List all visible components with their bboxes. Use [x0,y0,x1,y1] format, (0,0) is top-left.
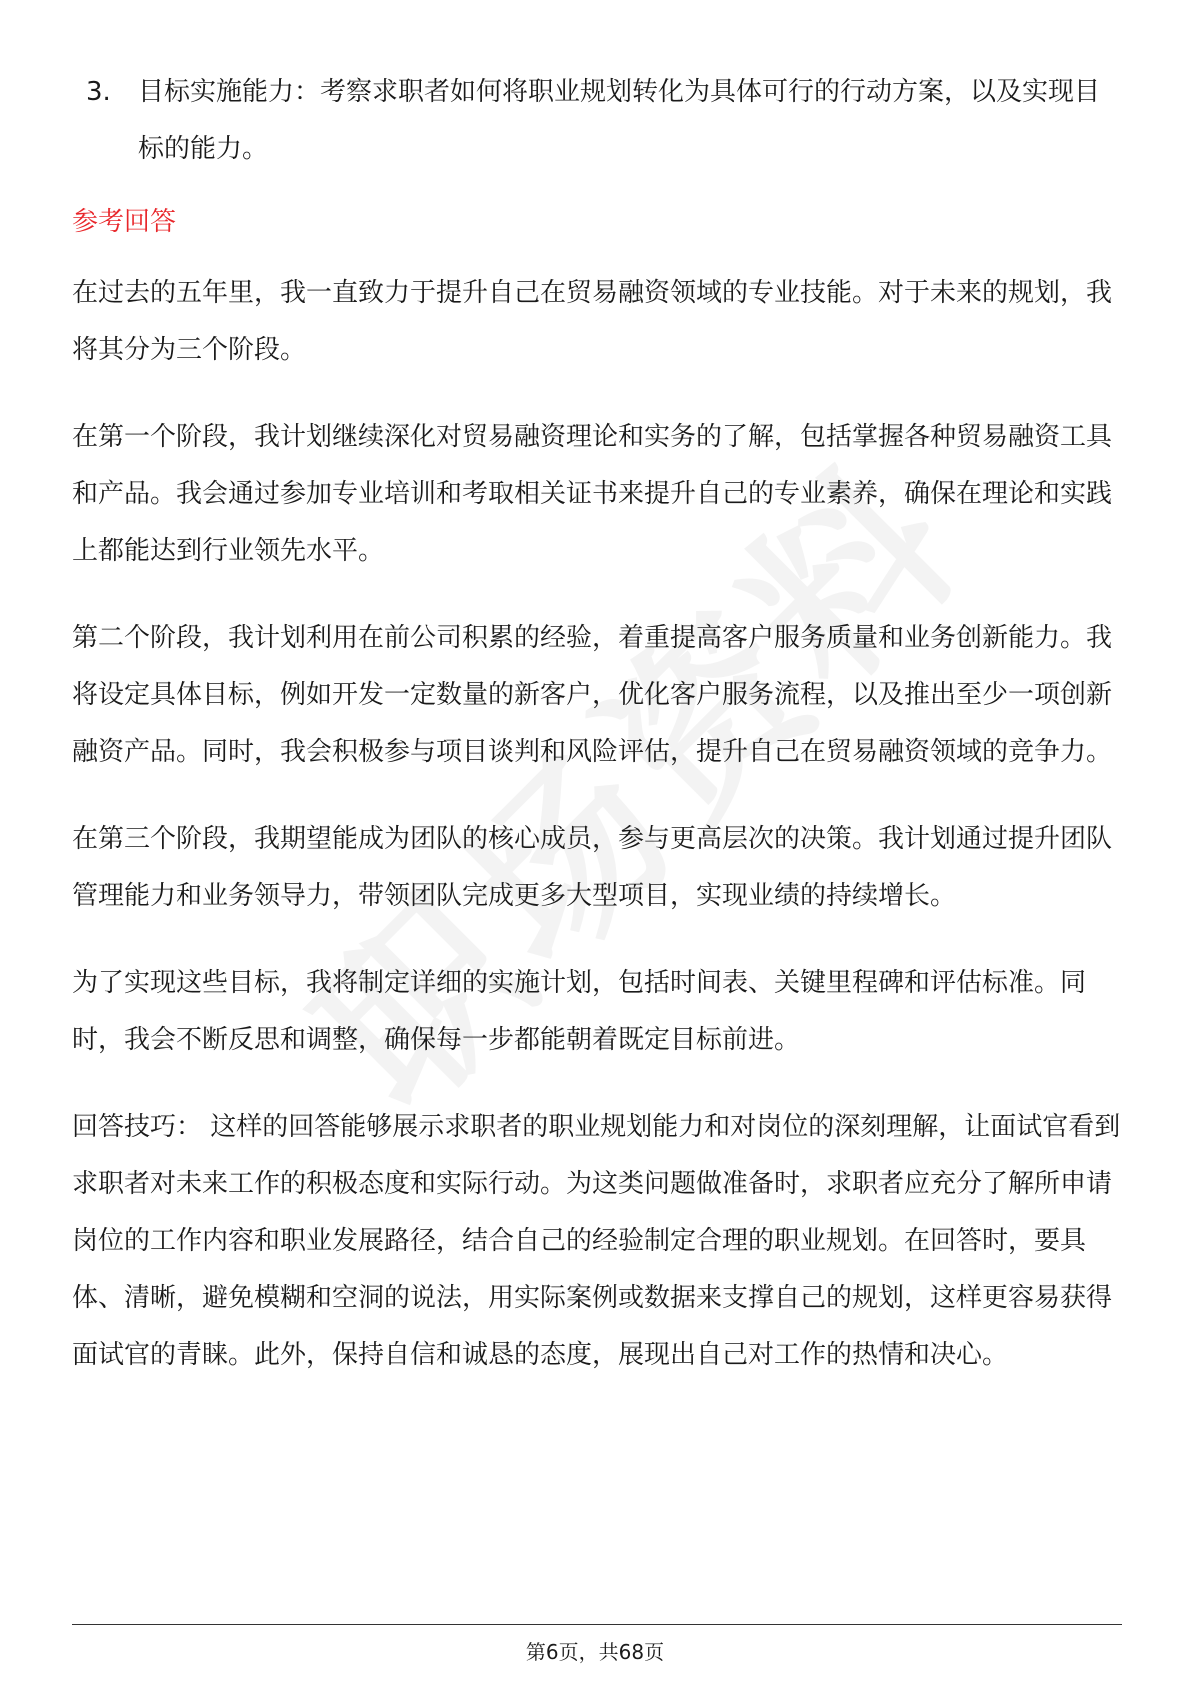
list-item [72,64,1122,178]
paragraph-stage-three: 在第三个阶段，我期望能成为团队的核心成员，参与更高层次的决策。我计划通过提升团队管理能力和业务领导力，带领团队完成更多大型项目，实现业绩的持续增长。 [72,824,1113,911]
list-text: 目标实施能力：考察求职者如何将职业规划转化为具体可行的行动方案，以及实现目标的能力。 [138,77,1101,164]
section-heading: 参考回答 [72,207,177,237]
paragraph-plan: 为了实现这些目标，我将制定详细的实施计划，包括时间表、关键里程碑和评估标准。同时，我会不断反思和调整，确保每一步都能朝着既定目标前进。 [72,968,1087,1055]
paragraph-tips: 回答技巧： 这样的回答能够展示求职者的职业规划能力和对岗位的深刻理解，让面试官看到求职者对未来工作的积极态度和实际行动。为这类问题做准备时，求职者应充分了解所申请岗位的工作内容和职业发展路径，结合自己的经验制定合理的职业规划。在回答时，要具体、清晰，避免模糊和空洞的说法，用实际案例或数据来支撑自己的规划，这样更容易获得面试官的青睐。此外，保持自信和诚恳的态度，展现出自己对工作的热情和决心。 [72,1112,1121,1370]
list-number: 3. [86,77,111,107]
paragraph-stage-two: 第二个阶段，我计划利用在前公司积累的经验，着重提高客户服务质量和业务创新能力。我将设定具体目标，例如开发一定数量的新客户，优化客户服务流程，以及推出至少一项创新融资产品。同时，我会积极参与项目谈判和风险评估，提升自己在贸易融资领域的竞争力。 [72,623,1113,767]
footer-divider [72,1624,1122,1625]
paragraph-intro: 在过去的五年里，我一直致力于提升自己在贸易融资领域的专业技能。对于未来的规划，我将其分为三个阶段。 [72,278,1113,365]
paragraph-stage-one: 在第一个阶段，我计划继续深化对贸易融资理论和实务的了解，包括掌握各种贸易融资工具和产品。我会通过参加专业培训和考取相关证书来提升自己的专业素养，确保在理论和实践上都能达到行业领先水平。 [72,422,1113,566]
page-content [72,64,1122,1414]
page-number: 第6页，共68页 [525,1640,665,1664]
